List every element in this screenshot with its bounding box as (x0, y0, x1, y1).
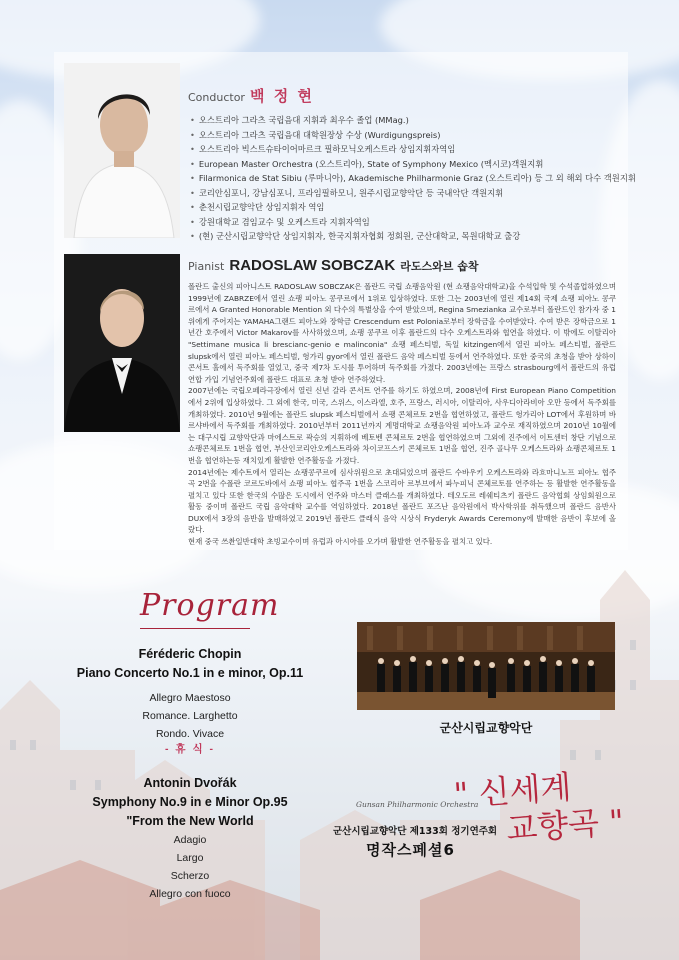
movement: Adagio (173, 834, 207, 846)
list-item: • 코리안심포니, 강남심포니, 프라임필하모니, 원주시립교향악단 등 국내악단 객원지휘 (190, 186, 620, 201)
bio-paragraph: 현재 중국 쓰촨일반대학 초빙교수이며 유럽과 아시아를 오가며 활발한 연주활동을 펼치고 있다. (188, 537, 493, 547)
movement: Allegro con fuoco (149, 888, 231, 900)
movement: Largo (176, 852, 204, 864)
list-item: • 춘천시립교향악단 상임지휘자 역임 (190, 200, 620, 215)
conductor-role: Conductor (188, 91, 245, 104)
pianist-heading (188, 255, 479, 274)
pianist-name: RADOSLAW SOBCZAK (229, 257, 396, 274)
work-subtitle: "From the New World (126, 814, 254, 828)
bio-paragraph: 2007년에는 국립오페라극장에서 열린 신년 갈라 콘서트 연주를 하기도 하였으며, 2008년에 First European Piano Competition에서 2위에 입상하였다. 그 외에 한국, 미국, 스위스, 이스라엘, 호주, 프랑스, 러시아, 이탈리아, 사우디아라비아 오만 등에서 독주회를 개최하였다. 2010년 9월에는 폴란드 slupsk 페스티벌에서 쇼팽 콘체르토 2번을 협연하였고, 폴란드 헝가리아 LOT에서 후원하며 바르샤바에서 독주회를 개최하였다. 2010년부터 2011년까지 계명대학교 쇼팽음악원 피아노과 교수로 재직하였으며 2010년 10월에는 대구시립 교향악단과 마에스트로 곽승의 지휘하에 베토벤 콘체르토 2번을 협연하였으며 그외에 진주에서 이트센터 창단 기념으로 쇼팽콘체르토 1번을 협연, 부산인코리안오케스트라와 차이코프스키 콘체르토 1번을 협연, 진주 골나무 오케스트라와 쇼팽콘체르토 1번을 협연하는등 재치있게 활발한 연주활동을 가졌다. (188, 386, 616, 465)
movement: Rondo. Vivace (155, 728, 225, 740)
conductor-heading (188, 85, 314, 106)
program-part-1 (40, 645, 340, 743)
bio-paragraph: 2014년에는 제수트에서 열리는 쇼팽콩쿠르에 심사위원으로 초대되었으며 폴란드 수바우키 오케스트라와 라흐마니노프 피아노 협주곡 2번을 수폴란 코르도바에서 쇼팽 피아노 협주곡 1번을 스코리아 르부브에서 파누피닉 콘체르토를 연주하는 등 활발한 연주활동을 펼치고 있다 또한 한국의 수많은 도시에서 연주와 마스터 클래스를 개최하였다. 테오도르 레쉐티츠키 폴란드 음악협회 상임회원으로 활동 중이며 폴란드 국립 음악대학 교수를 역임하였다. 2018년 폴란드 포즈난 음악원에서 박사학위를 취득했으며 폴란드 음반사 DUX에서 3장의 음반을 발매하였고 2019년 폴란드 클래식 음악 시상식 Fryderyk Awards Ceremony에 발매한 음반이 후보에 올랐다. (188, 467, 616, 535)
calligraphy-title (453, 764, 626, 852)
bio-paragraph: 폴란드 출신의 피아니스트 RADOSLAW SOBCZAK은 폴란드 국립 쇼팽음악원 (현 쇼팽음악대학교)을 수석입학 및 수석졸업하였으며 1999년에 ZABRZE에서 열린 쇼팽 피아노 콩쿠르에서 1위로 입상하였다. 또한 그는 2003년에 열린 제14회 국제 쇼팽 피아노 콩쿠르에서 A Granted Honorable Mention 외 다수의 특별상을 수여 받았으며, Regina Smezianka 교수로부터 폴란드인 참가자 중 1위에게 주어지는 YAMAHA그랜드 피아노와 장학금 Crescendum est Polonia로부터 장학금을 수여받았다. 수여 받은 장학금으로 1년간 호주에서 Victor Makarov를 사사하였으며, 쇼팽 콩쿠르 이후 폴란드의 다수 오케스트라와 협연을 하였다. 이 밖에도 이탈리아 "Settimane musica li brescianc-genio e malinconia" 쇼팽 페스티벌, 독일 kitzingen에서 열린 피아노 페스티벌, 폴란드 slupsk에서 열린 피아노 페스티벌, 헝가리 gyor에서 열린 폴란드 음악 페스티벌 등에서 연주하였다. 또한 중국의 초청을 받아 상하이 콘서트 홀에서 독주회를 열었고, 중국 제7차 도시를 투어하며 독주회를 가졌다. 2003년에는 프랑스 strasbourg에서 폴란드의 유럽연합 가입 기념연주회에 폴란드 대표로 초청 받아 연주하였다. (188, 282, 616, 384)
composer-name: Antonin Dvořák (143, 776, 237, 790)
pianist-photo (64, 254, 180, 432)
list-item: • 오스트리아 그라츠 국립음대 지휘과 최우수 졸업 (MMag.) (190, 113, 620, 128)
composer-name: Féréderic Chopin (138, 647, 242, 661)
orchestra-photo (357, 622, 615, 710)
conductor-name: 백 정 현 (250, 87, 314, 105)
work-title: Symphony No.9 in e Minor Op.95 (92, 795, 288, 809)
orchestra-caption: 군산시립교향악단 (439, 721, 533, 735)
list-item: • (현) 군산시립교향악단 상임지휘자, 한국지휘자협회 정회원, 군산대학교, 목원대학교 출강 (190, 229, 620, 244)
orchestra-logo-text: Gunsan Philharmonic Orchestra (356, 800, 479, 809)
pianist-role: Pianist (188, 260, 225, 273)
conductor-bio-list (190, 113, 636, 244)
pianist-bio (188, 281, 616, 548)
movement: Romance. Larghetto (142, 710, 238, 722)
concert-subtitle: 군산시립교향악단 제133회 정기연주회 (333, 826, 498, 837)
list-item: • European Master Orchestra (오스트리아), State of Symphony Mexico (멕시코)객원지휘 (190, 157, 620, 172)
program-underline (140, 628, 250, 629)
concert-title: 명작스페셜6 (366, 841, 455, 859)
work-title: Piano Concerto No.1 in e minor, Op.11 (76, 666, 304, 680)
pianist-name-korean: 라도스와브 솝착 (400, 260, 479, 273)
intermission-label: - 휴 식 - (164, 743, 216, 755)
program-heading: Program (140, 588, 280, 623)
movement: Scherzo (170, 870, 210, 882)
conductor-photo (64, 63, 180, 238)
program-part-2 (40, 774, 340, 903)
calligraphy-line-1: " 신세계 (452, 767, 573, 814)
calligraphy-line-2: 교향곡 " (505, 802, 626, 849)
list-item: • Filarmonica de Stat Sibiu (루마니아), Akademische Philharmonie Graz (오스트리아) 등 그 외 해외 다수 객원지휘 (190, 171, 620, 186)
list-item: • 오스트리아 그라츠 국립음대 대학원장상 수상 (Wurdigungspreis) (190, 128, 620, 143)
movement: Allegro Maestoso (149, 692, 231, 704)
list-item: • 강원대학교 겸임교수 및 오케스트라 지휘자역임 (190, 215, 620, 230)
list-item: • 오스트리아 빅스트슈타이어마르크 필하모닉오케스트라 상임지휘자역임 (190, 142, 620, 157)
